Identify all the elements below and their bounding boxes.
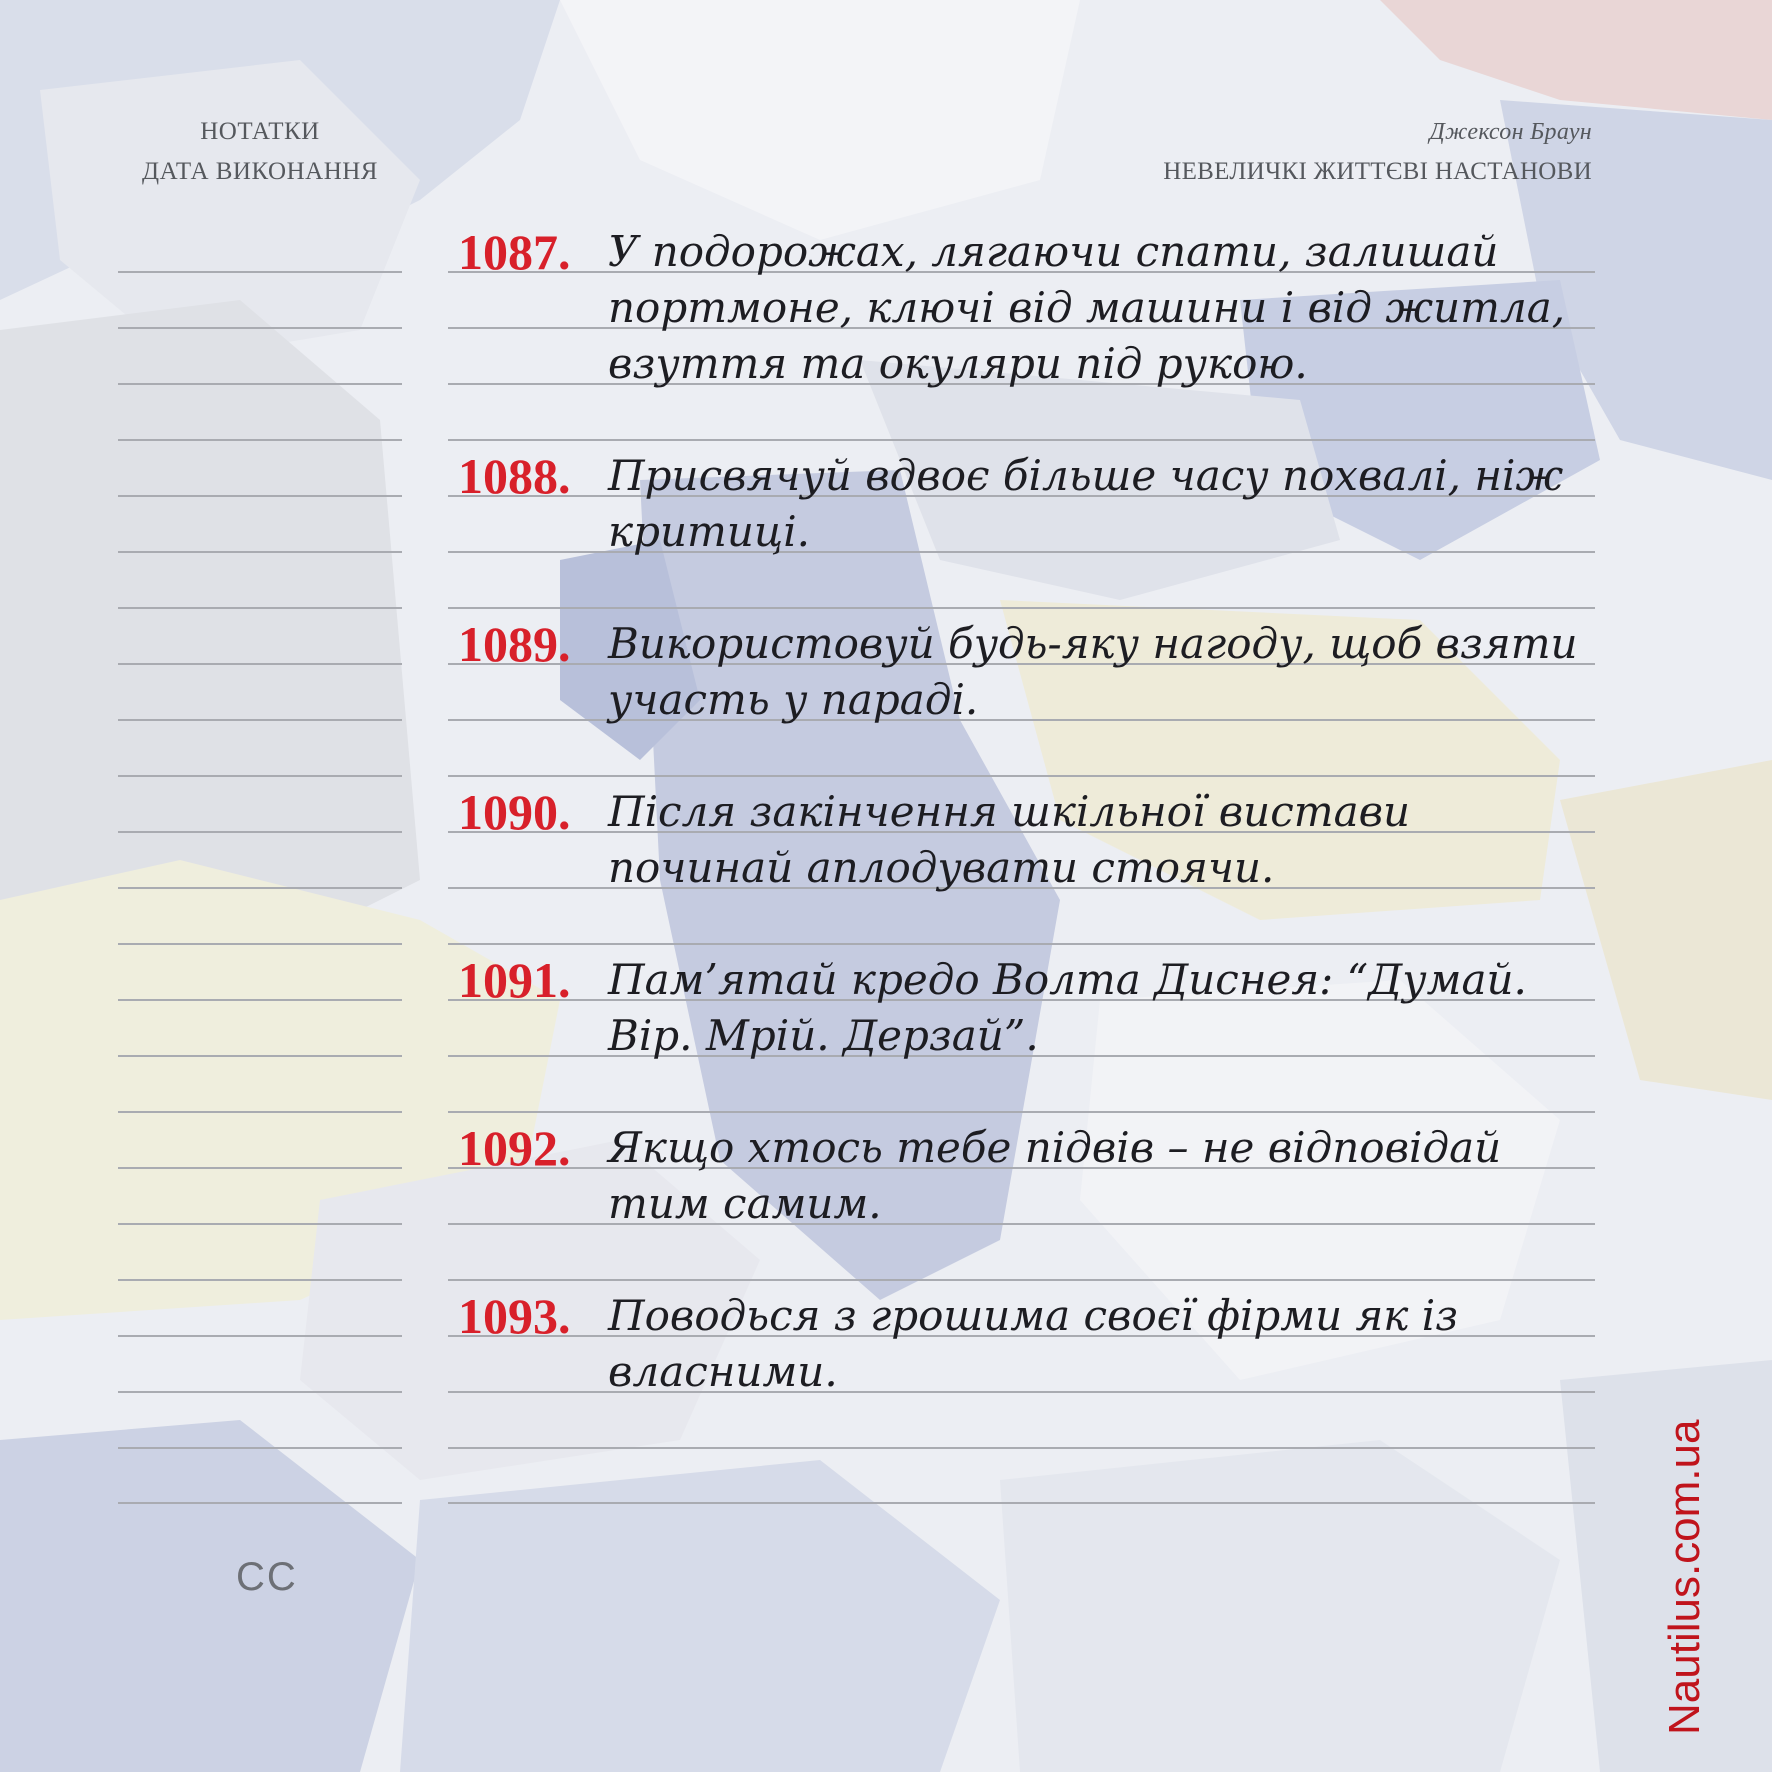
notes-rule — [118, 1055, 402, 1057]
notes-rule — [118, 1111, 402, 1113]
entry-number: 1088. — [458, 448, 571, 504]
entry-text: Поводься з грошима своєї фірми як із власними. — [608, 1291, 1459, 1396]
notes-rule — [118, 775, 402, 777]
text-rule — [448, 1502, 1595, 1504]
notes-rule — [118, 1223, 402, 1225]
notes-rule — [118, 831, 402, 833]
text-rule — [448, 1279, 1595, 1281]
book-title: НЕВЕЛИЧКІ ЖИТТЄВІ НАСТАНОВИ — [1163, 158, 1592, 185]
notes-rule — [118, 719, 402, 721]
notes-rule — [118, 1167, 402, 1169]
text-rule — [448, 1447, 1595, 1449]
completion-date-label: ДАТА ВИКОНАННЯ — [142, 158, 378, 185]
entry-text: Використовуй будь-яку нагоду, щоб взяти участь у параді. — [608, 619, 1578, 724]
entry-number: 1091. — [458, 952, 571, 1008]
notes-rule — [118, 1391, 402, 1393]
entry-number: 1089. — [458, 616, 571, 672]
author-name: Джексон Браун — [1429, 119, 1592, 145]
notes-rule — [118, 383, 402, 385]
website-link[interactable]: Nautilus.com.ua — [1660, 1419, 1709, 1735]
notes-rule — [118, 1335, 402, 1337]
text-rule — [448, 1111, 1595, 1113]
notes-rule — [118, 999, 402, 1001]
entry-text: Пам’ятай кредо Волта Диснея: “Думай. Вір. Мрій. Дерзай”. — [608, 955, 1527, 1060]
entry-number: 1087. — [458, 224, 571, 280]
notes-rule — [118, 1447, 402, 1449]
entry-text: Після закінчення шкільної вистави починай аплодувати стоячи. — [608, 787, 1411, 892]
notes-rule — [118, 495, 402, 497]
entry-number: 1092. — [458, 1120, 571, 1176]
notes-header — [120, 112, 400, 192]
notes-title: НОТАТКИ — [200, 118, 320, 145]
book-header — [1163, 112, 1592, 192]
notes-rule — [118, 607, 402, 609]
notes-rule — [118, 1279, 402, 1281]
notes-rule — [118, 887, 402, 889]
notes-rule — [118, 943, 402, 945]
text-rule — [448, 775, 1595, 777]
text-rule — [448, 607, 1595, 609]
entry-number: 1093. — [458, 1288, 571, 1344]
notes-rule — [118, 327, 402, 329]
entry-number: 1090. — [458, 784, 571, 840]
notes-rule — [118, 551, 402, 553]
entry-text: Якщо хтось тебе підвів – не відповідай тим самим. — [608, 1123, 1502, 1228]
text-rule — [448, 439, 1595, 441]
text-rule — [448, 943, 1595, 945]
page-number: CC — [236, 1555, 298, 1599]
notes-rule — [118, 271, 402, 273]
entry-text: У подорожах, лягаючи спати, залишай портмоне, ключі від машини і від житла, взуття та окуляри під рукою. — [608, 227, 1566, 388]
notes-rule — [118, 439, 402, 441]
notes-rule — [118, 663, 402, 665]
notes-rule — [118, 1502, 402, 1504]
entry-text: Присвячуй вдвоє більше часу похвалі, ніж критиці. — [608, 451, 1564, 556]
